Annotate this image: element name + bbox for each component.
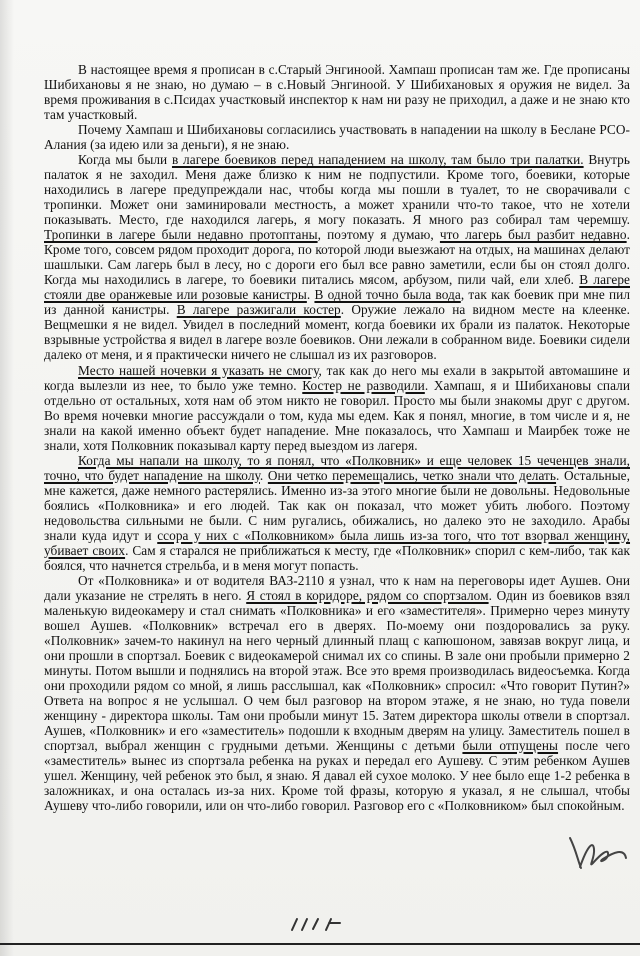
underlined-text: В одной точно была вода bbox=[314, 287, 461, 303]
underlined-text: Тропинки в лагере были недавно протоптаны bbox=[44, 227, 318, 243]
body-text: , поэтому я думаю, bbox=[317, 227, 440, 243]
underlined-text: В лагере разжигали костер bbox=[176, 302, 341, 318]
handwritten-signature bbox=[560, 830, 630, 876]
body-text: . Хампаш, я и Шибихановы спали отдельно от остальных, хотя нам об этом никто не говорил. Просто мы были знакомы друг с другом. Во время ночевки многие рассуждали о том, куда мы едем. Как я понял, многие, в том числе и я, не знали на какой именно объект будет нападение. Мне показалось, что Хампаш и Маирбек тоже не знали, хотя Полковник показывал карту перед выездом из лагеря. bbox=[44, 377, 630, 453]
body-text: От «Полковника» и от водителя ВАЗ-2110 я узнал, что к нам на переговоры идет Аушев. Они дали указание не стрелять в него. bbox=[44, 572, 630, 603]
underlined-text: ссора у них с «Полковником» была лишь из-за того, что тот взорвал женщину, убивает своих bbox=[44, 527, 631, 558]
body-text: . Один из боевиков взял маленькую видеокамеру и стал снимать «Полковника» и его «заместителя». Примерно через минуту вошел Аушев. «Полковник» встречал его в дверях. По-моему они поздоровались за руку. «Полковник» зачем-то накинул на него черный длинный плащ с капюшоном, завязав вокруг лица, и они прошли в спортзал. Боевик с видеокамерой снимал их со спины. В зале они пробыли примерно 2 минуты. Потом вышли и поднялись на второй этаж. Все это время производилась видеосъемка. Когда они проходили рядом со мной, я лишь расслышал, как «Полковник» спросил: «Что говорит Путин?» Ответа на вопрос я не услышал. О чем был разговор на втором этаже, я не знаю, но туда повели женщину - директора школы. Там они пробыли минут 15. Затем директора школы отвели в спортзал. Аушев, «Полковник» и его «заместитель» подошли к входным дверям на улицу. Заместитель пошел в спортзал, выбрал женщин с грудными детьми. Женщины с детьми bbox=[44, 587, 630, 753]
paragraph-p5 bbox=[44, 453, 630, 573]
body-text: Внутрь палаток я не заходил. Меня даже близко к ним не подпустили. Кроме того, боевики, которые находились в лагере предупреждали нас, чтобы когда мы пошли в туалет, то не сворачивали с тропинки. Может они заминировали местность, а может хранили что-то такое, что не хотели показывать. Место, где находился лагерь, я могу показать. Я много раз собирал там черемшу. bbox=[44, 152, 630, 228]
underlined-text: что лагерь был разбит недавно bbox=[439, 227, 627, 243]
underlined-text: Место нашей ночевки я указать не смогу bbox=[78, 362, 319, 378]
body-text: Когда мы были bbox=[78, 152, 172, 168]
underlined-text: Они четко перемещались, четко знали что делать bbox=[267, 467, 557, 483]
underlined-text: в лагере боевиков перед нападением на школу, там было три палатки. bbox=[171, 152, 584, 168]
body-text: . Кроме того, совсем рядом проходит дорога, по которой люди выезжают на отдых, на машинах делают шашлыки. Сам лагерь был в лесу, но с дороги его был все равно заметили, если бы он стоял долго. Когда мы находились в лагере, то боевики питались мясом, арбузом, пили чай, ели хлеб. bbox=[44, 227, 631, 288]
body-text: , так как боевик при мне пил из данной канистры. bbox=[44, 287, 631, 318]
body-text: , так как до него мы ехали в закрытой автомашине и когда вылезли из нее, то было уже темно. bbox=[44, 362, 630, 393]
underlined-text: Когда мы напали на школу, то я понял, что «Полковник» и еще человек 15 чеченцев знали, точно, что будет нападение на школу bbox=[44, 452, 630, 483]
body-text: . Оружие лежало на видном месте на клеенке. Вещмешки я не видел. Увидел в последний момент, когда боевики их брали из палаток. Некоторые взрывные устройства я видел в лагере возле боевиков. Они лежали в собранном виде. Боевики сидели далеко от меня, и я практически ничего не слышал из их разговоров. bbox=[44, 302, 630, 363]
body-text: . Сам я старался не приближаться к месту, где «Полковник» спорил с кем-либо, так как боялся, что начнется стрельба, и в меня могут попасть. bbox=[44, 542, 630, 573]
body-text: после чего «заместитель» вынес из спортзала ребенка на руках и передал его Аушеву. С этим ребенком Аушев ушел. Женщину, чей ребенок это был, я знаю. Я давал ей сухое молоко. У нее было еще 1-2 ребенка в заложниках, и она осталась из-за них. Кроме той фразы, которую я указал, я не слышал, чтобы Аушеву что-либо говорили, или он что-либо говорил. Разговор его с «Полковником» был спокойным. bbox=[44, 737, 631, 813]
body-text: . Остальные, мне кажется, даже немного растерялись. Именно из-за этого многие были не довольны. Недовольные боялись «Полковника» и его людей. Так как он показал, что может убить любого. Поэтому недовольства сильными не были. С ним ругались, обижались, но далеко это не заходило. Арабы знали куда идут и bbox=[44, 467, 630, 543]
paragraph-p2 bbox=[44, 122, 630, 152]
paragraph-p4 bbox=[44, 363, 630, 453]
underlined-text: В лагере стояли две оранжевые или розовые канистры bbox=[44, 272, 630, 303]
page-bottom-rule bbox=[0, 943, 640, 945]
underlined-text: Я стоял в коридоре, рядом со спортзалом bbox=[246, 587, 489, 603]
scan-shadow-edge bbox=[0, 0, 14, 956]
paragraph-p1 bbox=[44, 62, 630, 122]
body-text: . bbox=[306, 287, 315, 303]
underlined-text: Костер не разводили bbox=[302, 377, 425, 393]
handwritten-page-mark bbox=[286, 912, 346, 936]
body-text: В настоящее время я прописан в с.Старый Энгиноой. Хампаш прописан там же. Где прописаны Шибихановы я не знаю, но думаю – в с.Новый Энгиноой. У Шибихановых я оружия не видел. За время проживания в с.Псидах участковый инспектор к нам ни разу не приходил, а даже и не знаю кто там участковый. bbox=[44, 62, 630, 122]
body-text: . bbox=[259, 467, 268, 483]
paragraph-p3 bbox=[44, 152, 630, 362]
document-body-text bbox=[44, 62, 630, 813]
paragraph-p6 bbox=[44, 573, 630, 813]
underlined-text: были отпущены bbox=[462, 737, 559, 753]
body-text: Почему Хампаш и Шибихановы согласились участвовать в нападении на школу в Беслане РСО-Алания (за идею или за деньги), я не знаю. bbox=[44, 122, 630, 153]
